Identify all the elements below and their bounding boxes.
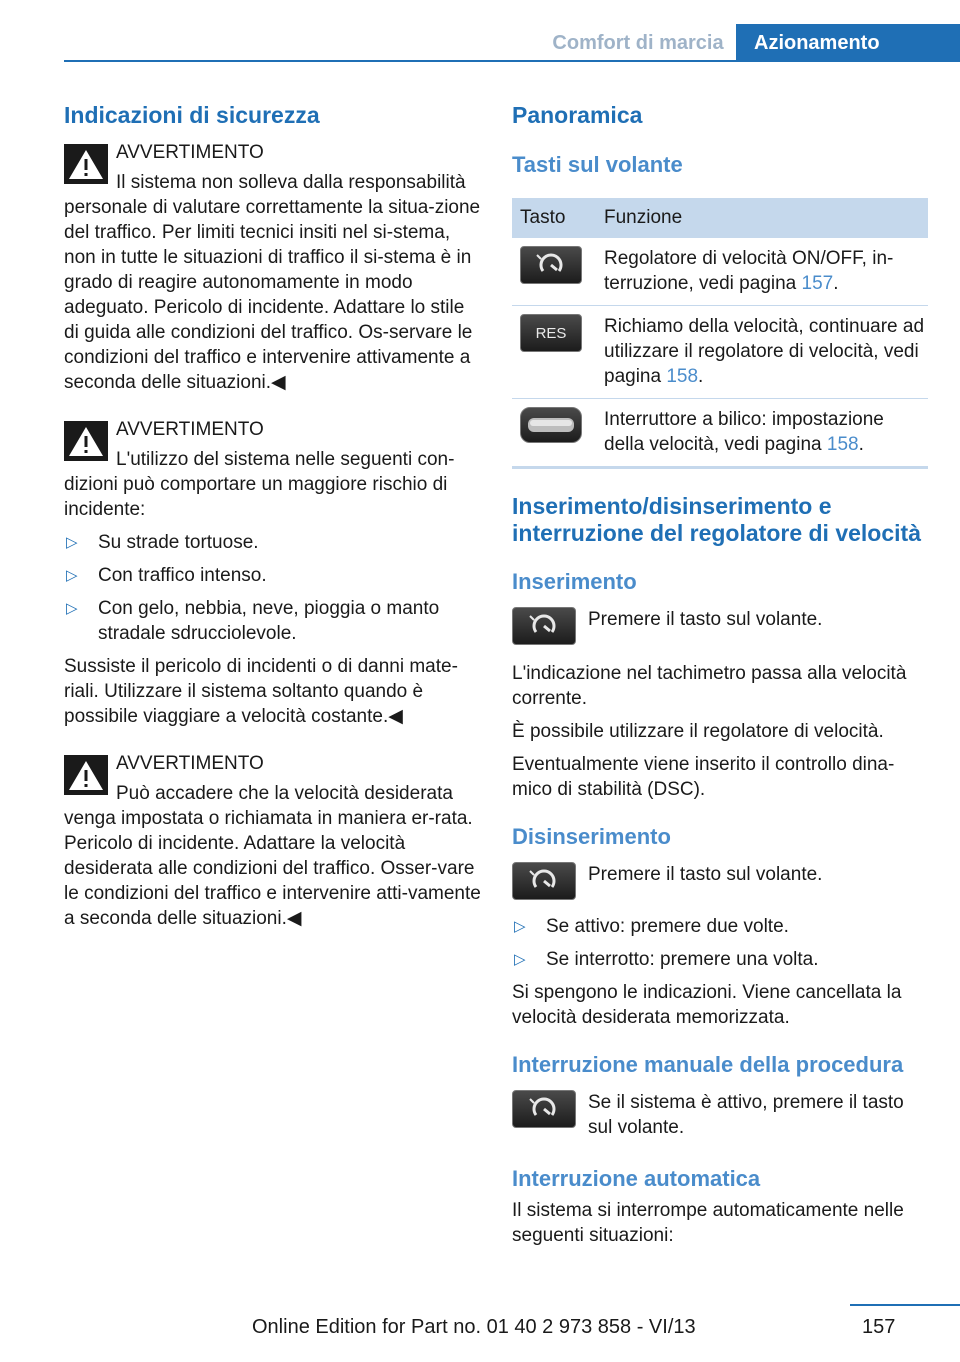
warning-line: Può accadere che la velocità desiderata [116, 783, 453, 804]
overview-title: Panoramica [512, 102, 643, 128]
table-row [512, 306, 928, 399]
list-item: ▷ Con gelo, nebbia, neve, pioggia o manto stradale sdrucciolevole. [66, 598, 440, 644]
bullet-triangle-icon: ▷ [66, 567, 78, 584]
header-rule [64, 60, 960, 62]
warning-line: L'utilizzo del sistema nelle seguenti con- [116, 449, 455, 470]
left-column [64, 100, 482, 931]
column-header-key: Tasto [512, 198, 596, 238]
warning-text: venga impostata o richiamata in maniera er-rata. Pericolo di incidente. Adattare la velocità desiderata alle condizioni del traffico. Osser-vare le condizioni del traffico e intervenire atti-vamente a seconda delle situazioni.◀ [64, 808, 481, 929]
warning-text: personale di valutare correttamente la situa-zione del traffico. Per limiti tecnici insiti nel si-stema, non in tutte le situazioni di traffico il si-stema è in grado di reagire autonomamente in modo adeguato. Pericolo di incidente. Adattare lo stile di guida alle condizioni del traffico. Os-servare le condizioni del traffico e intervenire attivamente a seconda delle situazioni.◀ [64, 197, 481, 393]
warning-icon [64, 144, 108, 184]
header-section: Comfort di marcia [552, 31, 724, 54]
warning-line: Il sistema non solleva dalla responsabilità [116, 172, 466, 193]
table-cell-function: Regolatore di velocità ON/OFF, in-terruzione, vedi pagina 157. [596, 238, 928, 306]
bullet-triangle-icon: ▷ [66, 600, 78, 617]
deactivation-key-row [512, 862, 928, 900]
list-item: ▷ Se interrotto: premere una volta. [514, 949, 819, 970]
warning-title: AVVERTIMENTO [116, 142, 264, 163]
safety-title: Indicazioni di sicurezza [64, 102, 320, 128]
manual-interruption-title: Interruzione manuale della procedura [512, 1052, 904, 1077]
warning-text: dizioni può comportare un maggiore rischio di incidente: [64, 474, 448, 520]
steering-buttons-title: Tasti sul volante [512, 152, 683, 177]
automatic-interruption-text: Il sistema si interrompe automaticamente nelle seguenti situazioni: [512, 1200, 904, 1246]
warning-icon [64, 421, 108, 461]
warning-block-2 [64, 415, 482, 729]
manual-key-row [512, 1090, 928, 1140]
deactivation-title: Disinserimento [512, 824, 671, 849]
table-row [512, 399, 928, 468]
list-item: ▷ Se attivo: premere due volte. [514, 916, 789, 937]
table-row [512, 238, 928, 306]
manual-key-text: Se il sistema è attivo, premere il tasto sul volante. [588, 1092, 904, 1138]
activation-title: Inserimento [512, 569, 637, 594]
page-link[interactable]: 157 [801, 273, 834, 294]
page-number: 157 [862, 1316, 896, 1338]
cruise-control-button-icon [512, 607, 576, 645]
table-cell-function: Richiamo della velocità, continuare ad utilizzare il regolatore di velocità, vedi pagina 158. [596, 306, 928, 399]
cruise-control-button-icon [512, 1090, 576, 1128]
page-link[interactable]: 158 [826, 434, 859, 455]
section-title: Inserimento/disinserimento e interruzione del regolatore di velocità [512, 493, 921, 546]
warning-title: AVVERTIMENTO [116, 419, 264, 440]
cruise-control-button-icon [512, 862, 576, 900]
list-item: ▷ Su strade tortuose. [66, 532, 259, 553]
warning-bullet-list [64, 530, 482, 646]
table-cell-function: Interruttore a bilico: impostazione della velocità, vedi pagina 158. [596, 399, 928, 468]
res-button-icon: RES [520, 314, 582, 352]
page-link[interactable]: 158 [666, 366, 699, 387]
header-chapter: Azionamento [736, 24, 960, 62]
activation-text-1: L'indicazione nel tachimetro passa alla velocità corrente. [512, 663, 907, 709]
warning-text: Sussiste il pericolo di incidenti o di danni mate-riali. Utilizzare il sistema soltanto quando è possibile viaggiare a velocità costante.◀ [64, 656, 458, 727]
table-header-row [512, 198, 928, 238]
deactivation-key-text: Premere il tasto sul volante. [588, 864, 823, 885]
cruise-control-button-icon [520, 246, 582, 284]
warning-block-3 [64, 749, 482, 931]
column-header-function: Funzione [596, 198, 928, 238]
bullet-triangle-icon: ▷ [514, 918, 526, 935]
activation-text-3: Eventualmente viene inserito il controllo dina-mico di stabilità (DSC). [512, 754, 895, 800]
list-item: ▷ Con traffico intenso. [66, 565, 267, 586]
rocker-switch-icon [520, 407, 582, 443]
automatic-interruption-title: Interruzione automatica [512, 1166, 761, 1191]
bullet-triangle-icon: ▷ [514, 951, 526, 968]
right-column [512, 100, 928, 1248]
bullet-triangle-icon: ▷ [66, 534, 78, 551]
warning-icon [64, 755, 108, 795]
buttons-table [512, 198, 928, 469]
activation-key-text: Premere il tasto sul volante. [588, 609, 823, 630]
activation-text-2: È possibile utilizzare il regolatore di velocità. [512, 721, 884, 742]
warning-title: AVVERTIMENTO [116, 753, 264, 774]
footer-rule [850, 1304, 960, 1306]
activation-key-row [512, 607, 928, 645]
deactivation-bullet-list [512, 914, 928, 972]
deactivation-text: Si spengono le indicazioni. Viene cancellata la velocità desiderata memorizzata. [512, 982, 902, 1028]
warning-block-1 [64, 138, 482, 395]
edition-text: Online Edition for Part no. 01 40 2 973 858 - VI/13 [252, 1316, 696, 1338]
